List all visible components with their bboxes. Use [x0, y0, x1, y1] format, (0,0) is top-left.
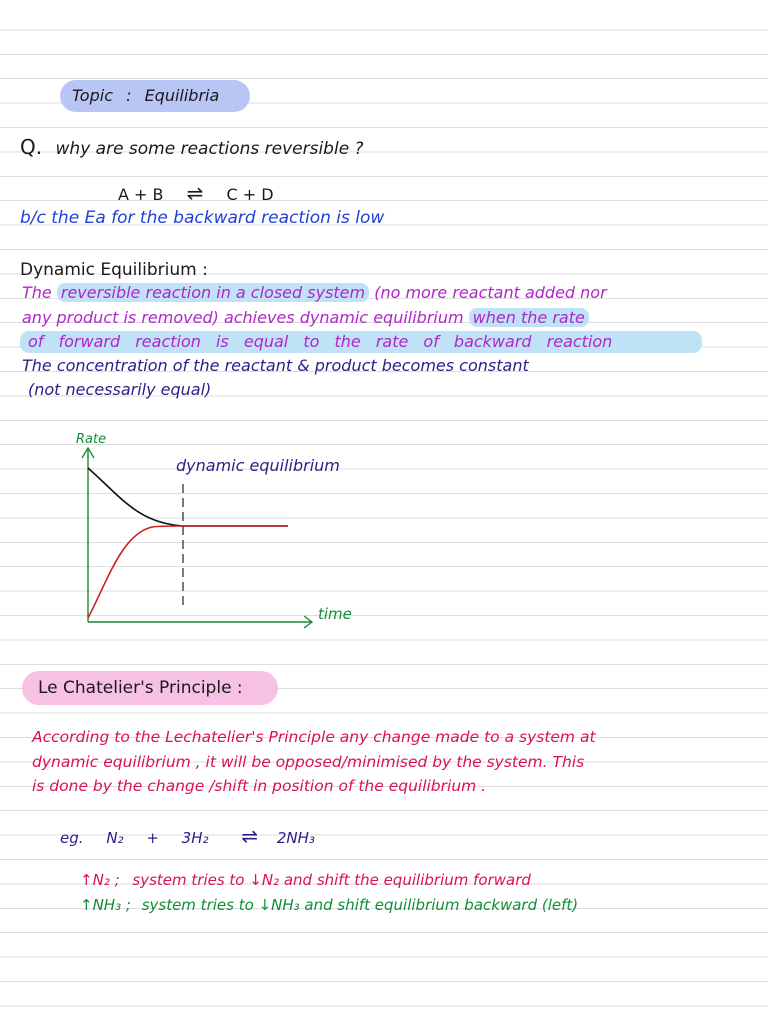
de-line-2-start: any product is removed) achieves dynamic equilibrium [22, 308, 464, 327]
equilibrium-arrow: ⇌ [186, 181, 204, 205]
lc-line-2: dynamic equilibrium , it will be opposed/minimised by the system. This [32, 753, 585, 771]
example-arrow: ⇌ [241, 824, 259, 848]
de-line-4: The concentration of the reactant & product becomes constant [22, 356, 529, 375]
graph-annotation: dynamic equilibrium [176, 456, 340, 475]
question-answer: b/c the Ea for the backward reaction is low [20, 208, 385, 228]
equation-products: C + D [226, 185, 274, 204]
topic-label: Topic [72, 86, 113, 105]
graph-y-label: Rate [76, 432, 107, 447]
de-line-3: of forward reaction is equal to the rate of backward reaction [28, 332, 613, 351]
example-prefix: eg. [60, 829, 84, 847]
reaction-equation [118, 183, 274, 203]
question-line [20, 137, 364, 158]
example-left: N₂ + 3H₂ [106, 829, 209, 847]
effect-2-result: system tries to ↓NH₃ and shift equilibrium backward (left) [141, 896, 579, 914]
question-label: Q. [20, 135, 43, 159]
de-line-1 [22, 285, 607, 301]
lc-effect-2 [80, 898, 578, 913]
topic-name: Equilibria [144, 86, 220, 105]
de-highlight-when-rate: when the rate [469, 308, 589, 327]
de-line-1-start: The [22, 283, 52, 302]
dynamic-equilibrium-heading: Dynamic Equilibrium : [20, 260, 208, 280]
equation-reactants: A + B [118, 185, 164, 204]
lc-example [60, 826, 315, 846]
topic-separator: : [126, 86, 132, 105]
effect-2-condition: ↑NH₃ ; [80, 896, 131, 914]
de-highlight-reversible: reversible reaction in a closed system [57, 283, 369, 302]
de-line-5: (not necessarily equal) [28, 380, 212, 399]
question-text: why are some reactions reversible ? [55, 139, 364, 159]
forward-rate-curve [88, 468, 288, 526]
example-right: 2NH₃ [276, 829, 315, 847]
de-line-1-end: (no more reactant added nor [374, 283, 607, 302]
graph-x-label: time [318, 605, 352, 623]
effect-1-result: system tries to ↓N₂ and shift the equilibrium forward [132, 871, 531, 889]
le-chatelier-heading: Le Chatelier's Principle : [38, 678, 243, 698]
topic-title [72, 88, 219, 104]
lc-line-3: is done by the change /shift in position of the equilibrium . [32, 777, 487, 795]
backward-rate-curve [88, 526, 288, 618]
effect-1-condition: ↑N₂ ; [80, 871, 120, 889]
lc-line-1: According to the Lechatelier's Principle any change made to a system at [32, 728, 596, 746]
lc-effect-1 [80, 873, 531, 888]
de-line-2 [22, 310, 589, 326]
